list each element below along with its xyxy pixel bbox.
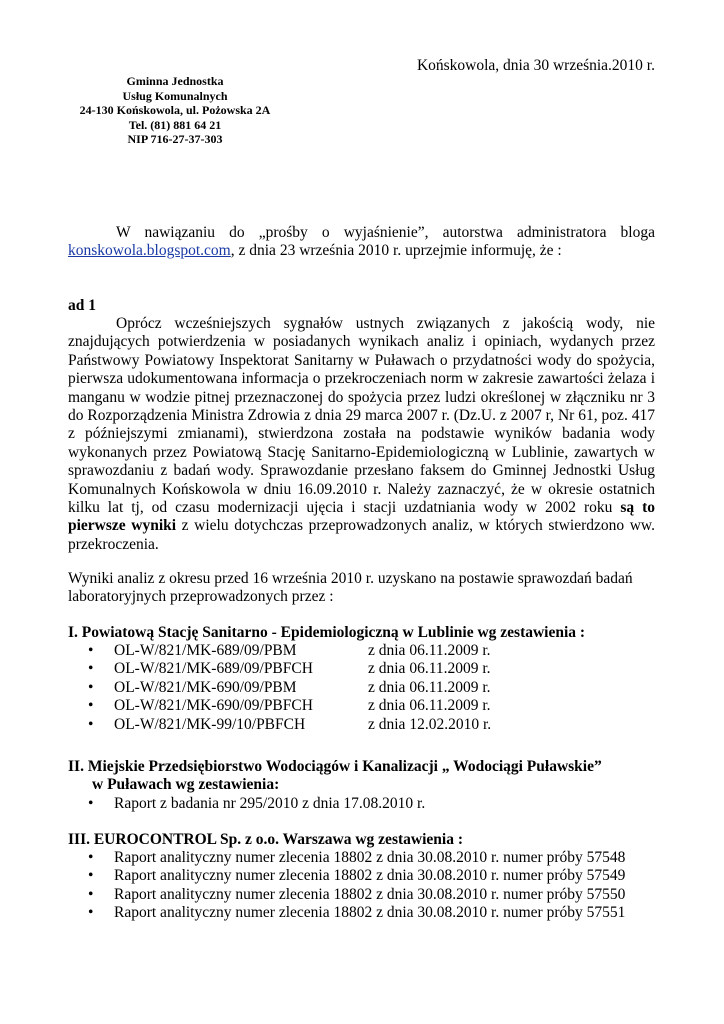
section2-list [88, 795, 425, 813]
sender-block [68, 74, 282, 147]
list-item: • Raport analityczny numer zlecenia 18802 z dnia 30.08.2010 r. numer próby 57548 [88, 849, 625, 867]
section1-list [88, 642, 491, 734]
list-item: • Raport z badania nr 295/2010 z dnia 17.08.2010 r. [88, 795, 425, 813]
ad1-paragraph [68, 315, 655, 554]
report-code: OL-W/821/MK-690/09/PBFCH [114, 697, 313, 715]
list-item [88, 642, 491, 660]
section2-heading: II. Miejskie Przedsiębiorstwo Wodociągów i Kanalizacji „ Wodociągi Puławskie” [68, 758, 602, 775]
sender-line: 24-130 Końskowola, ul. Pożowska 2A [79, 103, 271, 117]
list-item: • Raport analityczny numer zlecenia 18802 z dnia 30.08.2010 r. numer próby 57551 [88, 904, 625, 922]
report-code: OL-W/821/MK-689/09/PBFCH [114, 660, 313, 678]
section2-heading-cont: w Puławach wg zestawienia: [92, 776, 280, 793]
intro-paragraph [68, 224, 655, 261]
place-date: Końskowola, dnia 30 września.2010 r. [416, 57, 655, 74]
ad1-bold-text: są to pierwsze wyniki [68, 499, 655, 535]
sender-line: Usług Komunalnych [122, 88, 228, 103]
results-intro: Wyniki analiz z okresu przed 16 września 2010 r. uzyskano na postawie sprawozdań badań laboratoryjnych przeprowadzonych przez : [68, 570, 633, 606]
intro-text: W nawiązaniu do „prośby o wyjaśnienie”, autorstwa administratora bloga [116, 224, 655, 241]
list-item [88, 697, 491, 715]
report-date: z dnia 12.02.2010 r. [368, 715, 492, 733]
report-code: OL-W/821/MK-99/10/PBFCH [114, 715, 306, 733]
list-item: • Raport analityczny numer zlecenia 18802 z dnia 30.08.2010 r. numer próby 57550 [88, 886, 625, 904]
sender-line: NIP 716-27-37-303 [127, 132, 223, 146]
report-code: OL-W/821/MK-689/09/PBM [114, 642, 297, 659]
report-date: z dnia 06.11.2009 r. [368, 697, 491, 715]
list-item [88, 716, 491, 734]
ad1-heading: ad 1 [68, 297, 96, 314]
list-item [88, 660, 491, 678]
section3-list [88, 849, 625, 923]
intro-text-end: , z dnia 23 września 2010 r. uprzejmie informuję, że : [230, 242, 562, 260]
report-date: z dnia 06.11.2009 r. [368, 642, 491, 659]
list-item: • Raport analityczny numer zlecenia 18802 z dnia 30.08.2010 r. numer próby 57549 [88, 867, 625, 885]
sender-line: Tel. (81) 881 64 21 [128, 117, 222, 132]
blog-link[interactable]: konskowola.blogspot.com [68, 242, 231, 260]
report-date: z dnia 06.11.2009 r. [368, 678, 491, 696]
ad1-text-end: z wielu dotychczas przeprowadzonych analiz, w których stwierdzono ww. przekroczenia. [68, 517, 655, 553]
report-code: OL-W/821/MK-690/09/PBM [114, 678, 297, 696]
report-date: z dnia 06.11.2009 r. [368, 660, 491, 678]
section1-heading: I. Powiatową Stację Sanitarno - Epidemiologiczną w Lublinie wg zestawienia : [68, 624, 586, 641]
list-item [88, 679, 491, 697]
sender-line: Gminna Jednostka [126, 74, 224, 88]
section3-heading: III. EUROCONTROL Sp. z o.o. Warszawa wg zestawienia : [68, 831, 463, 848]
ad1-text: Oprócz wcześniejszych sygnałów ustnych związanych z jakością wody, nie znajdujących potwierdzenia w posiadanych wynikach analiz i opiniach, wydanych przez Państwowy Powiatowy Inspektorat Sanitarny w Puławach o przydatności wody do spożycia, pierwsza udokumentowana informacja o przekroczeniach norm w zakresie zawartości żelaza i manganu w wodzie pitnej przeznaczonej do spożycia przez ludzi określonej w złączniku nr 3 do Rozporządzenia Ministra Zdrowia z dnia 29 marca 2007 r. (Dz.U. z 2007 r, Nr 61, poz. 417 z późniejszymi zmianami), stwierdzona została na podstawie wyników badania wody wykonanych przez Powiatową Stację Sanitarno-Epidemiologiczną w Lublinie, zawartych w sprawozdaniu z badań wody. Sprawozdanie przesłano faksem do Gminnej Jednostki Usług Komunalnych Końskowola w dniu 16.09.2010 r. Należy zaznaczyć, że w okresie ostatnich kilku lat tj, od czasu modernizacji ujęcia i stacji uzdatniania wody w 2002 roku [68, 315, 655, 517]
